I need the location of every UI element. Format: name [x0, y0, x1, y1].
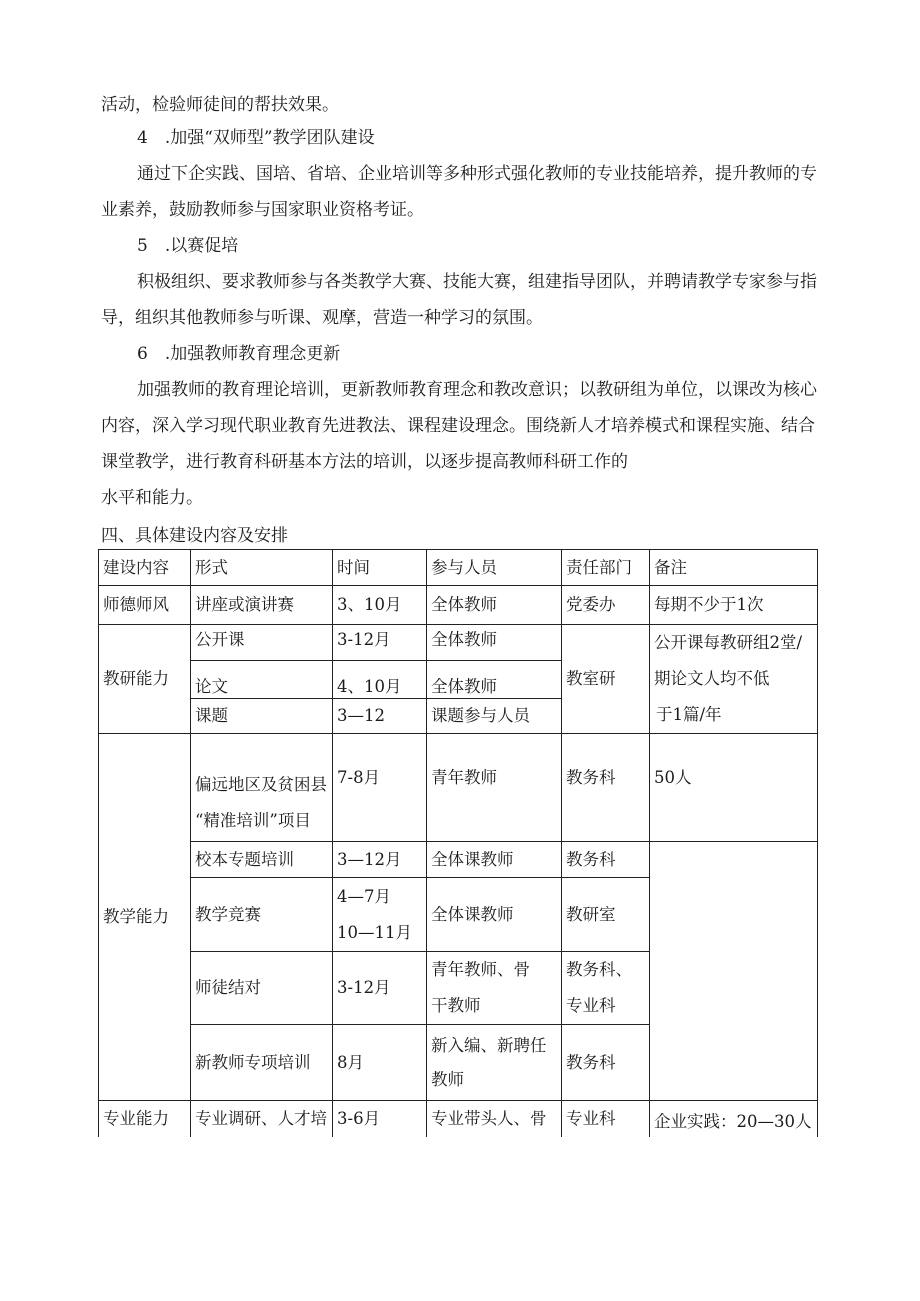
- cell-participants: 全体课教师: [427, 842, 562, 878]
- cell-category: 教研能力: [99, 625, 191, 734]
- cell-department: 教务科: [562, 734, 650, 842]
- cell-department: [562, 952, 650, 1025]
- cell-department: 教室研: [562, 625, 650, 734]
- heading-5: 5 .以赛促培: [137, 236, 239, 256]
- paragraph-4-line-1: 通过下企实践、国培、省培、企业培训等多种形式强化教师的专业技能培养，提升教师的专: [137, 164, 817, 184]
- people-line: 干教师: [431, 996, 481, 1015]
- header-department: 责任部门: [562, 550, 650, 586]
- cell-participants: 全体教师: [427, 586, 562, 625]
- cell-category: 专业能力: [99, 1101, 191, 1137]
- cell-notes: 50人: [650, 734, 818, 842]
- cell-participants: 课题参与人员: [427, 699, 562, 734]
- time-line: 4—7月: [337, 886, 391, 906]
- cell-notes-empty: [650, 842, 818, 1101]
- cell-time: 3—12月: [333, 842, 427, 878]
- cell-time: 3—12: [333, 699, 427, 734]
- people-line: 教师: [431, 1069, 464, 1089]
- paragraph-4-line-2: 业素养，鼓励教师参与国家职业资格考证。: [101, 200, 424, 220]
- people-line: 青年教师、骨: [431, 960, 530, 979]
- cell-participants: 全体教师: [427, 625, 562, 661]
- dept-line: 教务科、: [566, 960, 632, 979]
- table-header-row: [99, 550, 818, 586]
- form-line: 偏远地区及贫困县: [195, 775, 327, 794]
- header-notes: 备注: [650, 550, 818, 586]
- cell-form: 教学竞赛: [191, 878, 333, 952]
- paragraph-5-line-2: 导，组织其他教师参与听课、观摩，营造一种学习的氛围。: [101, 308, 543, 328]
- paragraph-6-line-2: 内容，深入学习现代职业教育先进教法、课程建设理念。围绕新人才培养模式和课程实施、结合: [101, 416, 815, 436]
- cell-time: 4、10月: [333, 661, 427, 699]
- paragraph-6-line-1: 加强教师的教育理论培训，更新教师教育理念和教改意识；以教研组为单位，以课改为核心: [137, 380, 817, 400]
- header-form: 形式: [191, 550, 333, 586]
- cell-time: 3、10月: [333, 586, 427, 625]
- form-line: “精准培训”项目: [195, 811, 311, 830]
- dept-line: 专业科: [566, 996, 616, 1015]
- cell-form: 师徒结对: [191, 952, 333, 1025]
- cell-time: 3-6月: [333, 1101, 427, 1137]
- cell-participants: 全体课教师: [427, 878, 562, 952]
- heading-4: 4 .加强“双师型”教学团队建设: [137, 128, 375, 148]
- cell-participants: [427, 952, 562, 1025]
- paragraph-5-line-1: 积极组织、要求教师参与各类教学大赛、技能大赛，组建指导团队，并聘请教学专家参与指: [137, 272, 817, 292]
- note-line: 于1篇/年: [656, 705, 722, 724]
- table-row: [99, 734, 818, 842]
- table-row: [99, 625, 818, 661]
- header-time: 时间: [333, 550, 427, 586]
- cell-time: [333, 878, 427, 952]
- cell-time: 7-8月: [333, 734, 427, 842]
- cell-category: 师德师风: [99, 586, 191, 625]
- paragraph-continuation: 活动，检验师徒间的帮扶效果。: [101, 95, 339, 115]
- table-row: [99, 586, 818, 625]
- cell-form: 论文: [191, 661, 333, 699]
- table-row: [99, 842, 818, 878]
- section-title: 四、具体建设内容及安排: [101, 526, 288, 546]
- cell-form: 公开课: [191, 625, 333, 661]
- cell-participants: [427, 1025, 562, 1101]
- cell-notes: [650, 625, 818, 734]
- cell-department: 教务科: [562, 842, 650, 878]
- heading-6: 6 .加强教师教育理念更新: [137, 344, 341, 364]
- cell-form: 讲座或演讲赛: [191, 586, 333, 625]
- paragraph-6-line-4: 水平和能力。: [101, 488, 203, 508]
- cell-form: 新教师专项培训: [191, 1025, 333, 1101]
- construction-plan-table: [98, 549, 818, 1137]
- cell-form: 校本专题培训: [191, 842, 333, 878]
- cell-form: 课题: [191, 699, 333, 734]
- cell-time: 3-12月: [333, 952, 427, 1025]
- cell-department: 党委办: [562, 586, 650, 625]
- cell-form: 专业调研、人才培: [191, 1101, 333, 1137]
- time-line: 10—11月: [337, 922, 412, 942]
- cell-category: 教学能力: [99, 734, 191, 1101]
- cell-department: 教务科: [562, 1025, 650, 1101]
- cell-participants: 青年教师: [427, 734, 562, 842]
- header-content: 建设内容: [99, 550, 191, 586]
- people-line: 新入编、新聘任: [431, 1035, 547, 1055]
- table-row: [99, 1101, 818, 1137]
- cell-department: 教研室: [562, 878, 650, 952]
- cell-participants: 全体教师: [427, 661, 562, 699]
- note-line: 期论文人均不低: [654, 669, 770, 688]
- cell-time: 8月: [333, 1025, 427, 1101]
- cell-notes: 企业实践：20—30人: [650, 1101, 818, 1137]
- cell-time: 3-12月: [333, 625, 427, 661]
- header-participants: 参与人员: [427, 550, 562, 586]
- cell-form: [191, 734, 333, 842]
- note-line: 公开课每教研组2堂/: [654, 633, 803, 652]
- cell-participants: 专业带头人、骨: [427, 1101, 562, 1137]
- cell-department: 专业科: [562, 1101, 650, 1137]
- cell-notes: 每期不少于1次: [650, 586, 818, 625]
- paragraph-6-line-3: 课堂教学，进行教育科研基本方法的培训，以逐步提高教师科研工作的: [101, 452, 628, 472]
